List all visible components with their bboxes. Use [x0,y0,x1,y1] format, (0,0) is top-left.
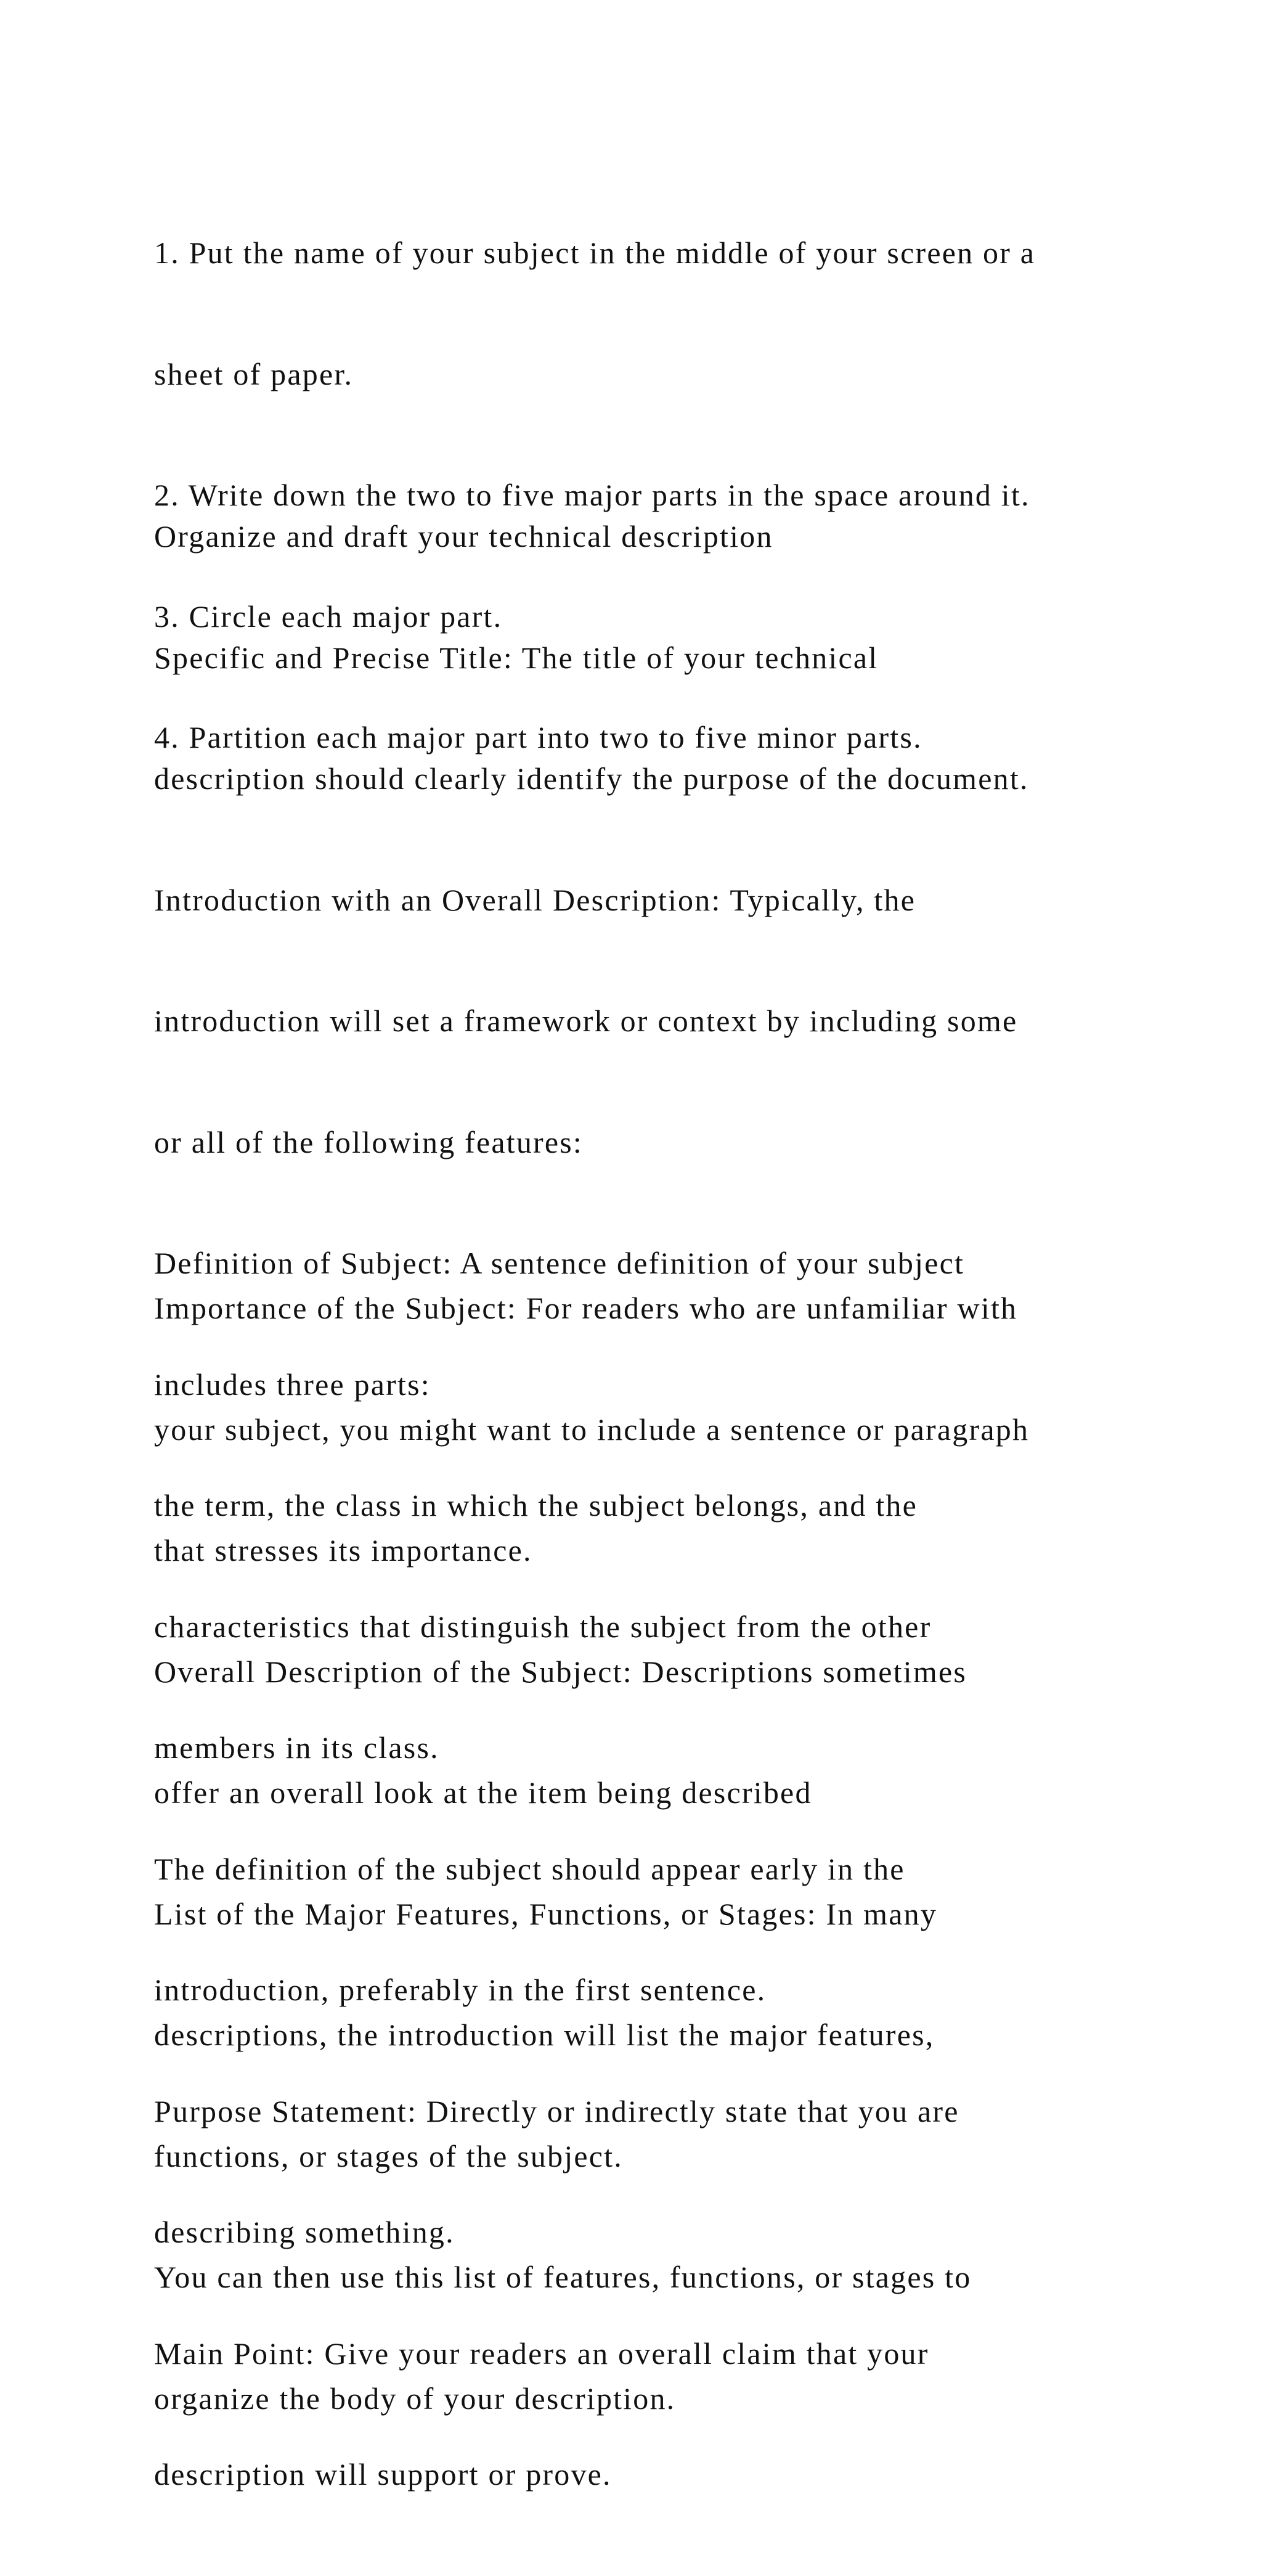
text-line: List of the Major Features, Functions, or Stages: In many [154,1896,938,1931]
text-line: offer an overall look at the item being described [154,1775,812,1810]
text-line: functions, or stages of the subject. [154,2138,623,2173]
text-line: your subject, you might want to include a sentence or paragraph [154,1412,1030,1447]
step-line: 4. Partition each major part into two to five minor parts. [154,720,922,754]
step-line: 3. Circle each major part. [154,599,503,634]
text-line: Definition of Subject: A sentence definition of your subject [154,1246,965,1280]
text-line: introduction will set a framework or context by including some [154,1004,1018,1038]
importance-section [154,1208,1202,2500]
text-line: members in its class. [154,1730,439,1765]
text-line: Importance of the Subject: For readers who are unfamiliar with [154,1291,1018,1325]
section-heading: Organize and draft your technical description [154,519,773,554]
text-line: Purpose Statement: Directly or indirectly state that you are [154,2093,959,2128]
text-line: Introduction with an Overall Description: Typically, the [154,882,916,917]
text-line: the term, the class in which the subject belongs, and the [154,1488,918,1523]
text-line: describing something. [154,2215,455,2249]
text-line: Overall Description of the Subject: Descriptions sometimes [154,1654,967,1689]
text-line: organize the body of your description. [154,2381,676,2416]
text-line: The definition of the subject should appear early in the [154,1851,905,1886]
text-line: that stresses its importance. [154,1533,532,1568]
text-line: or all of the following features: [154,1124,584,1159]
text-line: Specific and Precise Title: The title of your technical [154,640,879,675]
text-line: Main Point: Give your readers an overall claim that your [154,2336,929,2371]
step-line: 1. Put the name of your subject in the middle of your screen or a [154,235,1036,270]
text-line: descriptions, the introduction will list the major features, [154,2018,935,2052]
text-line: introduction, preferably in the first sentence. [154,1973,767,2007]
text-line: characteristics that distinguish the subject from the other [154,1609,932,1644]
step-line: 2. Write down the two to five major parts in the space around it. [154,478,1030,512]
text-line: description should clearly identify the purpose of the document. [154,761,1029,796]
step-line: sheet of paper. [154,356,354,391]
text-line: description will support or prove. [154,2457,612,2492]
text-line: You can then use this list of features, functions, or stages to [154,2260,972,2294]
text-line: includes three parts: [154,1367,431,1402]
